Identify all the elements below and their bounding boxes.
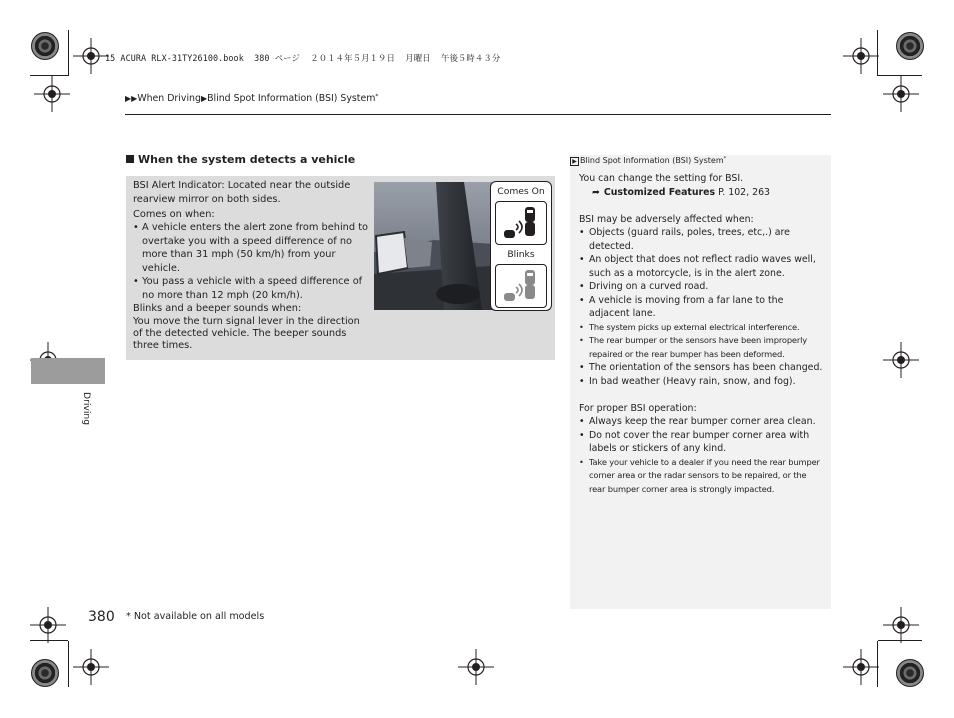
sidebar-title: [570, 156, 726, 166]
registration-mark-icon: [883, 76, 919, 112]
bsi-blinks-icon: [495, 264, 547, 308]
list-item: • Driving on a curved road.: [579, 280, 825, 294]
customized-features-link[interactable]: [579, 186, 825, 200]
breadcrumb: [125, 93, 378, 104]
comes-on-label: Comes On: [497, 186, 545, 197]
breadcrumb-asterisk: *: [375, 93, 379, 100]
crop-mark: [878, 640, 922, 641]
crop-mark: [68, 641, 69, 687]
registration-mark-icon: [73, 649, 109, 685]
page-number: 380: [88, 609, 115, 625]
list-item: • Take your vehicle to a dealer if you need the rear bumper corner area or the radar sensors to be repaired, or the rear bumper corner area is strongly impacted.: [579, 456, 825, 497]
breadcrumb-arrows-icon: ▶▶: [125, 94, 138, 103]
registration-mark-icon: [34, 76, 70, 112]
registration-mark-icon: [843, 649, 879, 685]
blinks-label: Blinks: [507, 249, 535, 260]
page-reference-icon: ➦: [592, 186, 600, 198]
chapter-tab-label: Driving: [81, 392, 92, 426]
header-rule: [125, 114, 831, 115]
breadcrumb-when-driving[interactable]: When Driving: [137, 93, 201, 104]
indicator-inset: [490, 181, 552, 311]
section-title: When the system detects a vehicle: [138, 153, 356, 166]
comes-on-heading: Comes on when:: [133, 208, 215, 220]
color-bar-icon: [896, 32, 924, 60]
list-item: • In bad weather (Heavy rain, snow, and fog).: [579, 375, 825, 389]
list-item: • Always keep the rear bumper corner area clean.: [579, 415, 825, 429]
breadcrumb-separator-icon: ▶: [200, 94, 208, 103]
bsi-comes-on-icon: [495, 201, 547, 245]
blinks-heading: Blinks and a beeper sounds when:: [133, 303, 302, 314]
adversely-heading: BSI may be adversely affected when:: [579, 213, 754, 225]
change-setting-text: You can change the setting for BSI.: [579, 173, 744, 184]
comes-on-list: [133, 221, 369, 302]
detection-text-column: [133, 179, 369, 352]
crop-mark: [68, 30, 69, 76]
proper-operation-list: [579, 415, 825, 496]
list-item: • Do not cover the rear bumper corner area with labels or stickers of any kind.: [579, 429, 825, 456]
section-square-icon: [126, 155, 134, 163]
reference-label: Customized Features: [603, 186, 716, 198]
indicator-description: BSI Alert Indicator: Located near the outside rearview mirror on both sides.: [133, 180, 351, 205]
list-item: • The system picks up external electrical interference.: [579, 321, 825, 335]
reference-pages: P. 102, 263: [715, 186, 771, 198]
list-item: • The rear bumper or the sensors have been improperly repaired or the rear bumper has been deformed.: [579, 334, 825, 361]
registration-mark-icon: [883, 607, 919, 643]
registration-mark-icon: [458, 649, 494, 685]
color-bar-icon: [31, 32, 59, 60]
list-item: • The orientation of the sensors has been changed.: [579, 361, 825, 375]
footnote: * Not available on all models: [126, 611, 265, 622]
blinks-description: You move the turn signal lever in the direction of the detected vehicle. The beeper sounds three times.: [133, 315, 360, 351]
color-bar-icon: [31, 659, 59, 687]
sidebar-body: [579, 172, 825, 496]
list-item: • Objects (guard rails, poles, trees, etc,.) are detected.: [579, 226, 825, 253]
adversely-list: [579, 226, 825, 388]
crop-mark: [30, 640, 68, 641]
sidebar-title-asterisk: *: [723, 156, 727, 162]
color-bar-icon: [896, 659, 924, 687]
notes-sidebar: [570, 155, 831, 609]
list-item: • A vehicle is moving from a far lane to the adjacent lane.: [579, 294, 825, 321]
chapter-tab: [31, 358, 105, 384]
proper-operation-heading: For proper BSI operation:: [579, 402, 697, 414]
section-heading: [126, 153, 355, 166]
list-item: • An object that does not reflect radio waves well, such as a motorcycle, is in the alert zone.: [579, 253, 825, 280]
registration-mark-icon: [843, 38, 879, 74]
registration-mark-icon: [883, 342, 919, 378]
registration-mark-icon: [73, 38, 109, 74]
sidebar-title-text: Blind Spot Information (BSI) System: [580, 156, 724, 165]
list-item: • A vehicle enters the alert zone from behind to overtake you with a speed difference of no more than 31 mph (50 km/h) from your vehicle.: [133, 221, 369, 275]
list-item: • You pass a vehicle with a speed difference of no more than 12 mph (20 km/h).: [133, 275, 369, 302]
reference-arrow-icon: ▶: [570, 157, 579, 166]
print-file-header: 15 ACURA RLX-31TY26100.book 380 ページ ２０１４年５月１９日 月曜日 午後５時４３分: [105, 53, 501, 63]
registration-mark-icon: [30, 607, 66, 643]
breadcrumb-bsi-system[interactable]: Blind Spot Information (BSI) System: [207, 93, 376, 104]
detection-info-box: [126, 176, 555, 360]
